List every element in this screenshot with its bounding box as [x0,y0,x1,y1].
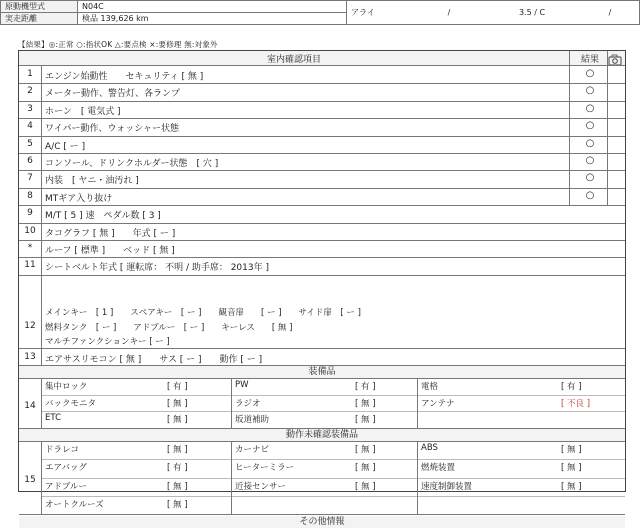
item-number: 5 [27,138,33,149]
item-result: ○ [585,172,595,184]
equipment-value: [ 無 ] [167,415,188,426]
row-divider [19,101,625,102]
camera-icon[interactable] [608,51,624,65]
equipment-label: ETC [45,413,61,424]
equipment-value: [ 有 ] [561,382,582,392]
row-divider [19,223,625,224]
item-12-line1: メインキー [ 1 ] スペアキー [ ー ] 観音扉 [ ー ] サイド扉 [ ー ] [45,308,361,318]
item-number: 3 [27,103,33,114]
column-divider [231,378,232,428]
align-mark-2: / [581,1,640,25]
row-divider [19,153,625,154]
cell-divider [41,496,625,497]
equipment-label: オートクルーズ [45,499,104,510]
item-13-number: 13 [24,352,36,362]
cell-divider [41,478,625,479]
item-number: 10 [24,225,36,236]
item-text: ルーフ [ 標準 ] ベッド [ 無 ] [45,246,175,256]
checklist-header: 室内確認項目 [266,55,321,65]
item-number: 1 [27,69,33,79]
row-divider [19,188,625,189]
item-number: 9 [27,208,33,219]
item-result: ○ [585,120,595,132]
equipment-label: ABS [421,443,438,453]
mileage-label: 実走距離 [1,13,78,25]
unverified-header: 動作未確認装備品 [19,429,625,441]
photo-column-divider [607,51,608,205]
equipment-label: 近接センサー [235,481,287,492]
item-text: タコグラフ [ 無 ] 年式 [ ー ] [45,228,176,239]
equipment-label: 電格 [421,382,439,392]
result-column-divider [569,51,570,205]
item-13-text: エアサスリモコン [ 無 ] サス [ ー ] 動作 [ ー ] [45,355,263,365]
item-number: 6 [27,156,33,166]
equipment-label: カーナビ [235,445,270,455]
item-number: * [27,243,33,253]
row-divider [19,205,625,206]
vehicle-info-table [0,0,640,25]
item-number: 8 [27,190,33,201]
equipment-value: [ 無 ] [167,398,188,409]
equipment-label: アンテナ [421,398,455,409]
equipment-label: 集中ロック [45,382,88,392]
equipment-value: [ 無 ] [167,499,188,510]
cell-divider [41,411,625,412]
equipment-value: [ 不良 ] [561,398,591,409]
result-legend: 【結果】◎:正常 ○:指状OK △:要点検 ×:要修理 無:対象外 [18,40,218,49]
item-number: 7 [27,173,33,184]
row-divider [19,170,625,171]
align-label: アライ [347,1,416,25]
item-text: ワイパー動作、ウォッシャー状態 [45,124,180,135]
equipment-value: [ 無 ] [561,463,582,474]
unverified-number: 15 [24,475,36,485]
align-value: 3.5 / C [483,1,581,25]
equipment-label: 坂道補助 [235,415,270,426]
row-divider [19,275,625,276]
equipment-value: [ 無 ] [355,481,376,492]
equipment-label: 速度制御装置 [421,481,473,492]
item-result: ○ [585,85,595,97]
item-12-line2: 燃料タンク [ ー ] アドブルー [ ー ] キーレス [ 無 ] [45,323,293,333]
equipment-label: ヒーターミラー [235,463,295,474]
item-text: 内装 [ ヤニ・油汚れ ] [45,176,139,187]
item-number: 11 [24,260,36,271]
item-number: 2 [27,86,33,97]
item-result: ○ [585,137,595,149]
row-divider [19,83,625,84]
item-text: シートベルト年式 [ 運転席： 不明 / 助手席： 2013年 ] [45,263,269,274]
item-text: ホーン [ 電気式 ] [45,106,121,117]
equipment-value: [ 無 ] [355,463,376,474]
column-divider [41,378,42,428]
row-divider [19,240,625,241]
row-divider [19,118,625,119]
align-mark-1: / [415,1,483,25]
equipment-value: [ 無 ] [355,398,376,409]
item-12-number: 12 [24,321,36,331]
item-text: M/T [ 5 ] 速 ペダル数 [ 3 ] [45,211,161,222]
equipment-value: [ 有 ] [167,463,188,474]
equipment-value: [ 無 ] [561,445,582,455]
equipment-value: [ 無 ] [355,415,376,426]
row-divider [19,257,625,258]
item-result: ○ [585,68,595,79]
item-text: メーター動作、警告灯、各ランプ [45,89,181,100]
column-divider [417,378,418,428]
equipment-label: アドブルー [45,481,87,492]
equipment-value: [ 無 ] [167,445,188,455]
equipment-value: [ 有 ] [355,382,376,392]
equipment-value: [ 無 ] [167,481,188,492]
equipment-label: 燃焼装置 [421,463,456,474]
cell-divider [41,459,625,460]
item-result: ○ [585,189,595,201]
item-text: MTギア入り抜け [45,193,113,204]
item-text: コンソール、ドリンクホルダー状態 [ 穴 ] [45,159,219,169]
other-info-header: その他情報 [19,516,625,528]
item-result: ○ [585,155,595,166]
equipment-value: [ 有 ] [167,382,188,392]
equipment-label: バックモニタ [45,398,97,409]
item-12-line3: マルチファンクションキー [ ー ] [45,337,170,347]
equipment-label: ドラレコ [45,445,80,455]
equipment-label: エアバッグ [45,463,87,474]
equipment-value: [ 無 ] [561,481,582,492]
column-divider [417,441,418,514]
equipment-label: PW [235,380,249,390]
equipment-number: 14 [24,401,36,411]
cell-divider [41,395,625,396]
item-text: エンジン始動性 セキュリティ [ 無 ] [45,72,204,82]
number-column-divider [41,65,42,365]
result-header: 結果 [580,55,599,65]
item-text: A/C [ ー ] [45,141,86,152]
engine-type-label: 原動機型式 [1,1,78,13]
item-result: ○ [585,102,595,114]
equipment-value: [ 無 ] [355,445,376,455]
equipment-header: 装備品 [19,366,625,378]
column-divider [41,441,42,514]
equipment-label: ラジオ [235,398,261,409]
item-number: 4 [27,121,33,132]
mileage-value: 検品 139,626 km [78,13,347,25]
engine-type-value: N04C [78,1,347,13]
row-divider [19,136,625,137]
inspection-grid [18,50,626,527]
column-divider [231,441,232,514]
